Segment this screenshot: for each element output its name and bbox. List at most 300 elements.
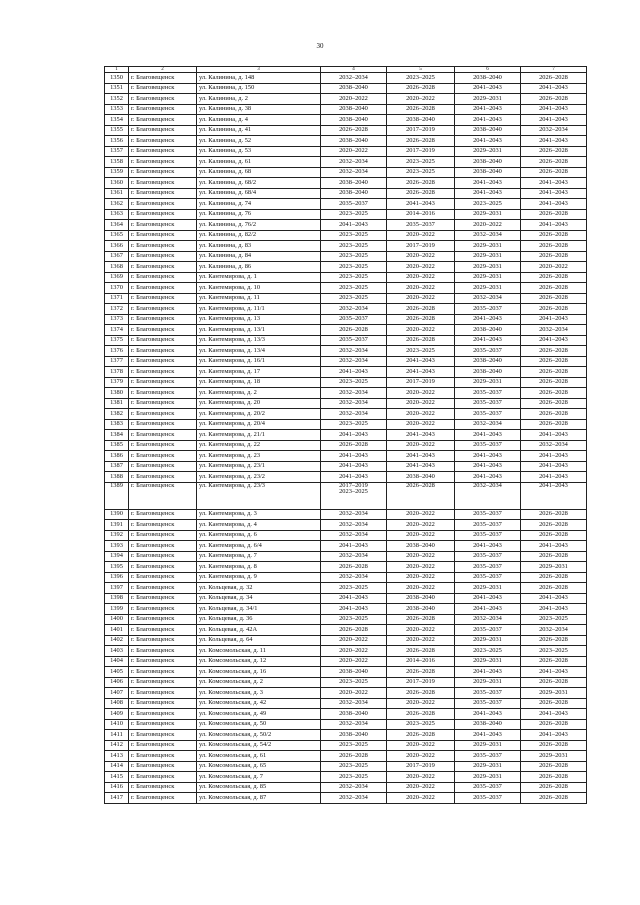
period-cell: 2026–2028 <box>521 293 587 304</box>
period-cell: 2035–2037 <box>387 220 455 231</box>
period-cell: 2020–2022 <box>321 656 387 667</box>
row-number: 1412 <box>105 740 129 751</box>
period-cell: 2032–2034 <box>455 293 521 304</box>
table-body <box>105 73 587 804</box>
period-cell: 2026–2028 <box>521 241 587 252</box>
table-row <box>105 430 587 441</box>
period-cell: 2038–2040 <box>455 719 521 730</box>
period-cell: 2029–2031 <box>455 761 521 772</box>
period-cell: 2020–2022 <box>387 272 455 283</box>
row-number: 1378 <box>105 367 129 378</box>
period-cell: 2038–2040 <box>387 472 455 483</box>
address-cell: ул. Кантемирова, д. 6/4 <box>197 541 321 552</box>
table-row <box>105 520 587 531</box>
period-cell: 2026–2028 <box>387 709 455 720</box>
period-cell: 2038–2040 <box>321 83 387 94</box>
period-cell: 2035–2037 <box>455 440 521 451</box>
row-number: 1388 <box>105 472 129 483</box>
period-cell: 2035–2037 <box>455 572 521 583</box>
city-cell: г. Благовещенск <box>129 541 197 552</box>
period-cell: 2032–2034 <box>321 551 387 562</box>
period-cell: 2020–2022 <box>387 751 455 762</box>
period-cell: 2029–2031 <box>455 262 521 273</box>
table-row <box>105 761 587 772</box>
row-number: 1410 <box>105 719 129 730</box>
table-row <box>105 751 587 762</box>
table-row <box>105 94 587 105</box>
period-cell: 2029–2031 <box>455 272 521 283</box>
period-cell: 2038–2040 <box>387 541 455 552</box>
period-cell: 2041–2043 <box>521 472 587 483</box>
address-cell: ул. Калинина, д. 38 <box>197 104 321 115</box>
row-number: 1395 <box>105 562 129 573</box>
period-cell: 2026–2028 <box>521 388 587 399</box>
address-cell: ул. Кантемирова, д. 13/3 <box>197 335 321 346</box>
city-cell: г. Благовещенск <box>129 199 197 210</box>
table-row <box>105 304 587 315</box>
period-cell: 2023–2025 <box>321 251 387 262</box>
row-number: 1392 <box>105 530 129 541</box>
period-cell: 2029–2031 <box>521 751 587 762</box>
period-cell: 2026–2028 <box>521 377 587 388</box>
city-cell: г. Благовещенск <box>129 157 197 168</box>
period-cell: 2038–2040 <box>387 604 455 615</box>
period-cell: 2020–2022 <box>387 94 455 105</box>
table-row <box>105 740 587 751</box>
period-cell: 2035–2037 <box>455 398 521 409</box>
row-number: 1371 <box>105 293 129 304</box>
city-cell: г. Благовещенск <box>129 520 197 531</box>
period-cell: 2032–2034 <box>321 73 387 84</box>
period-cell: 2041–2043 <box>521 104 587 115</box>
city-cell: г. Благовещенск <box>129 530 197 541</box>
address-cell: ул. Кантемирова, д. 23 <box>197 451 321 462</box>
table-row <box>105 283 587 294</box>
period-cell: 2035–2037 <box>455 625 521 636</box>
period-cell: 2020–2022 <box>387 325 455 336</box>
row-number: 1406 <box>105 677 129 688</box>
table-row <box>105 146 587 157</box>
period-cell: 2029–2031 <box>521 688 587 699</box>
period-cell: 2020–2022 <box>387 251 455 262</box>
period-cell: 2041–2043 <box>387 451 455 462</box>
table-row <box>105 178 587 189</box>
period-cell: 2041–2043 <box>387 461 455 472</box>
period-cell: 2041–2043 <box>455 178 521 189</box>
period-cell: 2032–2034 <box>321 719 387 730</box>
city-cell: г. Благовещенск <box>129 604 197 615</box>
city-cell: г. Благовещенск <box>129 220 197 231</box>
address-cell: ул. Комсомольская, д. 85 <box>197 782 321 793</box>
table-row <box>105 199 587 210</box>
city-cell: г. Благовещенск <box>129 730 197 741</box>
row-number: 1405 <box>105 667 129 678</box>
period-cell: 2038–2040 <box>455 73 521 84</box>
period-cell: 2023–2025 <box>321 419 387 430</box>
city-cell: г. Благовещенск <box>129 388 197 399</box>
period-cell: 2020–2022 <box>387 740 455 751</box>
period-cell: 2041–2043 <box>455 115 521 126</box>
table-row <box>105 325 587 336</box>
period-cell: 2029–2031 <box>455 209 521 220</box>
period-cell: 2032–2034 <box>521 625 587 636</box>
row-number: 1409 <box>105 709 129 720</box>
period-cell: 2038–2040 <box>387 593 455 604</box>
table-row <box>105 604 587 615</box>
period-cell: 2023–2025 <box>387 167 455 178</box>
period-cell: 2032–2034 <box>321 409 387 420</box>
period-cell: 2041–2043 <box>521 178 587 189</box>
table-row <box>105 398 587 409</box>
period-cell: 2041–2043 <box>321 430 387 441</box>
period-cell: 2020–2022 <box>321 646 387 657</box>
period-cell: 2041–2043 <box>455 104 521 115</box>
table-row <box>105 709 587 720</box>
period-cell: 2023–2025 <box>321 377 387 388</box>
period-cell <box>321 482 387 509</box>
row-number: 1400 <box>105 614 129 625</box>
table-row <box>105 772 587 783</box>
period-cell: 2020–2022 <box>387 440 455 451</box>
address-cell: ул. Комсомольская, д. 50 <box>197 719 321 730</box>
address-cell: ул. Кантемирова, д. 23/2 <box>197 472 321 483</box>
period-cell: 2041–2043 <box>455 136 521 147</box>
period-cell: 2023–2025 <box>387 157 455 168</box>
period-cell: 2026–2028 <box>521 73 587 84</box>
city-cell: г. Благовещенск <box>129 325 197 336</box>
period-cell: 2041–2043 <box>521 115 587 126</box>
row-number: 1355 <box>105 125 129 136</box>
table-row <box>105 730 587 741</box>
row-number: 1370 <box>105 283 129 294</box>
city-cell: г. Благовещенск <box>129 125 197 136</box>
address-cell: ул. Кантемирова, д. 1 <box>197 272 321 283</box>
period-cell: 2032–2034 <box>321 304 387 315</box>
period-cell: 2041–2043 <box>321 461 387 472</box>
table-row <box>105 73 587 84</box>
address-cell: ул. Калинина, д. 41 <box>197 125 321 136</box>
period-cell: 2023–2025 <box>321 209 387 220</box>
period-cell: 2023–2025 <box>321 230 387 241</box>
row-number: 1386 <box>105 451 129 462</box>
city-cell: г. Благовещенск <box>129 209 197 220</box>
row-number: 1350 <box>105 73 129 84</box>
period-cell: 2026–2028 <box>521 409 587 420</box>
city-cell: г. Благовещенск <box>129 761 197 772</box>
period-cell: 2038–2040 <box>321 178 387 189</box>
period-cell: 2014–2016 <box>387 209 455 220</box>
city-cell: г. Благовещенск <box>129 482 197 509</box>
period-cell: 2029–2031 <box>521 562 587 573</box>
city-cell: г. Благовещенск <box>129 94 197 105</box>
table-row <box>105 461 587 472</box>
period-cell: 2038–2040 <box>455 167 521 178</box>
table-row <box>105 209 587 220</box>
period-cell: 2041–2043 <box>455 451 521 462</box>
table-row <box>105 451 587 462</box>
period-cell: 2035–2037 <box>455 793 521 804</box>
address-cell: ул. Калинина, д. 4 <box>197 115 321 126</box>
period-cell: 2032–2034 <box>321 530 387 541</box>
city-cell: г. Благовещенск <box>129 719 197 730</box>
row-number: 1364 <box>105 220 129 231</box>
period-cell: 2041–2043 <box>455 461 521 472</box>
period-cell: 2041–2043 <box>387 430 455 441</box>
period-cell: 2026–2028 <box>387 667 455 678</box>
address-cell: ул. Калинина, д. 74 <box>197 199 321 210</box>
table-row <box>105 314 587 325</box>
address-cell: ул. Калинина, д. 76/2 <box>197 220 321 231</box>
period-cell: 2041–2043 <box>387 367 455 378</box>
address-cell: ул. Кантемирова, д. 7 <box>197 551 321 562</box>
table-row <box>105 293 587 304</box>
period-cell: 2023–2025 <box>321 283 387 294</box>
period-cell: 2026–2028 <box>321 440 387 451</box>
row-number: 1397 <box>105 583 129 594</box>
period-cell: 2023–2025 <box>321 761 387 772</box>
period-cell: 2026–2028 <box>521 146 587 157</box>
city-cell: г. Благовещенск <box>129 178 197 189</box>
period-cell: 2041–2043 <box>521 314 587 325</box>
table-row <box>105 541 587 552</box>
city-cell: г. Благовещенск <box>129 656 197 667</box>
period-cell: 2041–2043 <box>455 188 521 199</box>
address-cell: ул. Калинина, д. 53 <box>197 146 321 157</box>
period-cell: 2017–2019 <box>387 125 455 136</box>
period-cell: 2026–2028 <box>387 136 455 147</box>
period-cell: 2020–2022 <box>387 530 455 541</box>
table-row <box>105 220 587 231</box>
period-cell: 2035–2037 <box>321 314 387 325</box>
period-cell: 2032–2034 <box>321 398 387 409</box>
city-cell: г. Благовещенск <box>129 667 197 678</box>
city-cell: г. Благовещенск <box>129 241 197 252</box>
period-cell: 2029–2031 <box>455 251 521 262</box>
row-number: 1375 <box>105 335 129 346</box>
period-cell: 2026–2028 <box>321 325 387 336</box>
address-cell: ул. Кантемирова, д. 10 <box>197 283 321 294</box>
period-cell: 2020–2022 <box>387 262 455 273</box>
row-number: 1366 <box>105 241 129 252</box>
period-cell: 2041–2043 <box>521 541 587 552</box>
city-cell: г. Благовещенск <box>129 461 197 472</box>
period-cell: 2032–2034 <box>455 482 521 509</box>
address-cell: ул. Кантемирова, д. 21/1 <box>197 430 321 441</box>
city-cell: г. Благовещенск <box>129 472 197 483</box>
period-cell: 2029–2031 <box>455 583 521 594</box>
row-number: 1373 <box>105 314 129 325</box>
column-header: 2 <box>129 67 197 73</box>
period-cell: 2032–2034 <box>321 698 387 709</box>
period-cell: 2023–2025 <box>321 614 387 625</box>
address-cell: ул. Кантемирова, д. 11/1 <box>197 304 321 315</box>
period-cell: 2041–2043 <box>455 667 521 678</box>
row-number: 1385 <box>105 440 129 451</box>
period-cell: 2023–2025 <box>521 646 587 657</box>
table-row <box>105 625 587 636</box>
period-cell: 2014–2016 <box>387 656 455 667</box>
period-cell: 2038–2040 <box>321 709 387 720</box>
period-cell: 2017–2019 <box>387 241 455 252</box>
period-cell: 2026–2028 <box>521 283 587 294</box>
period-cell: 2035–2037 <box>455 530 521 541</box>
period-cell: 2038–2040 <box>455 157 521 168</box>
city-cell: г. Благовещенск <box>129 635 197 646</box>
city-cell: г. Благовещенск <box>129 782 197 793</box>
period-cell: 2017–2019 <box>387 677 455 688</box>
period-cell: 2026–2028 <box>521 167 587 178</box>
period-cell: 2020–2022 <box>387 509 455 520</box>
period-cell: 2038–2040 <box>321 115 387 126</box>
city-cell: г. Благовещенск <box>129 440 197 451</box>
table-row <box>105 115 587 126</box>
period-cell: 2032–2034 <box>321 356 387 367</box>
period-cell: 2038–2040 <box>387 115 455 126</box>
period-cell: 2026–2028 <box>521 719 587 730</box>
period-cell: 2041–2043 <box>321 451 387 462</box>
row-number: 1417 <box>105 793 129 804</box>
period-cell: 2023–2025 <box>321 293 387 304</box>
period-cell: 2026–2028 <box>521 346 587 357</box>
period-cell: 2041–2043 <box>455 730 521 741</box>
period-cell: 2017–2019 <box>387 146 455 157</box>
table-row <box>105 83 587 94</box>
city-cell: г. Благовещенск <box>129 698 197 709</box>
period-cell: 2029–2031 <box>455 94 521 105</box>
table-row <box>105 440 587 451</box>
address-cell: ул. Комсомольская, д. 61 <box>197 751 321 762</box>
period-cell: 2041–2043 <box>455 314 521 325</box>
period-cell: 2035–2037 <box>455 751 521 762</box>
period-cell: 2032–2034 <box>321 572 387 583</box>
address-cell: ул. Кантемирова, д. 23/1 <box>197 461 321 472</box>
table-row <box>105 593 587 604</box>
period-cell: 2026–2028 <box>521 772 587 783</box>
period-cell: 2023–2025 <box>455 199 521 210</box>
address-cell: ул. Кантемирова, д. 20/2 <box>197 409 321 420</box>
period-cell: 2020–2022 <box>521 262 587 273</box>
period-cell: 2026–2028 <box>521 656 587 667</box>
city-cell: г. Благовещенск <box>129 146 197 157</box>
period-cell: 2023–2025 <box>455 646 521 657</box>
period-cell: 2041–2043 <box>521 461 587 472</box>
period-cell: 2041–2043 <box>521 451 587 462</box>
table-row <box>105 367 587 378</box>
address-cell: ул. Калинина, д. 86 <box>197 262 321 273</box>
address-cell: ул. Калинина, д. 2 <box>197 94 321 105</box>
period-cell: 2041–2043 <box>387 199 455 210</box>
period-cell: 2020–2022 <box>387 793 455 804</box>
period-cell: 2041–2043 <box>455 541 521 552</box>
row-number: 1383 <box>105 419 129 430</box>
address-cell: ул. Калинина, д. 61 <box>197 157 321 168</box>
row-number: 1365 <box>105 230 129 241</box>
period-cell: 2023–2025 <box>321 677 387 688</box>
row-number: 1374 <box>105 325 129 336</box>
period-cell: 2032–2034 <box>321 509 387 520</box>
period-line: 2023–2025 <box>339 488 368 496</box>
period-cell: 2020–2022 <box>387 562 455 573</box>
row-number: 1351 <box>105 83 129 94</box>
table-row <box>105 667 587 678</box>
address-cell: ул. Кольцевая, д. 64 <box>197 635 321 646</box>
city-cell: г. Благовещенск <box>129 346 197 357</box>
period-cell: 2035–2037 <box>455 551 521 562</box>
address-cell: ул. Кантемирова, д. 8 <box>197 562 321 573</box>
period-cell: 2041–2043 <box>521 593 587 604</box>
period-cell: 2041–2043 <box>455 593 521 604</box>
row-number: 1361 <box>105 188 129 199</box>
address-cell: ул. Кольцевая, д. 36 <box>197 614 321 625</box>
table-row <box>105 388 587 399</box>
table-row <box>105 272 587 283</box>
row-number: 1380 <box>105 388 129 399</box>
period-cell: 2023–2025 <box>321 262 387 273</box>
city-cell: г. Благовещенск <box>129 272 197 283</box>
period-cell: 2029–2031 <box>455 146 521 157</box>
city-cell: г. Благовещенск <box>129 356 197 367</box>
address-cell: ул. Кантемирова, д. 13/4 <box>197 346 321 357</box>
city-cell: г. Благовещенск <box>129 562 197 573</box>
period-cell: 2026–2028 <box>521 782 587 793</box>
city-cell: г. Благовещенск <box>129 572 197 583</box>
table-row <box>105 530 587 541</box>
period-cell: 2029–2031 <box>455 635 521 646</box>
period-cell: 2026–2028 <box>321 562 387 573</box>
period-cell: 2041–2043 <box>521 709 587 720</box>
period-cell: 2032–2034 <box>321 388 387 399</box>
address-cell: ул. Кантемирова, д. 17 <box>197 367 321 378</box>
table-row <box>105 104 587 115</box>
period-cell: 2020–2022 <box>455 220 521 231</box>
city-cell: г. Благовещенск <box>129 167 197 178</box>
address-cell: ул. Кантемирова, д. 22 <box>197 440 321 451</box>
column-header: 6 <box>455 67 521 73</box>
row-number: 1390 <box>105 509 129 520</box>
period-cell: 2041–2043 <box>521 482 587 509</box>
table-row <box>105 698 587 709</box>
period-cell: 2026–2028 <box>387 188 455 199</box>
address-cell: ул. Комсомольская, д. 11 <box>197 646 321 657</box>
row-number: 1396 <box>105 572 129 583</box>
period-cell: 2026–2028 <box>521 530 587 541</box>
period-cell: 2026–2028 <box>521 419 587 430</box>
period-cell: 2032–2034 <box>455 419 521 430</box>
period-cell: 2020–2022 <box>387 409 455 420</box>
period-cell: 2032–2034 <box>321 520 387 531</box>
period-cell: 2026–2028 <box>521 677 587 688</box>
period-cell: 2026–2028 <box>521 572 587 583</box>
period-cell: 2029–2031 <box>455 772 521 783</box>
address-cell: ул. Кантемирова, д. 20 <box>197 398 321 409</box>
address-cell: ул. Калинина, д. 68/2 <box>197 178 321 189</box>
table-row <box>105 409 587 420</box>
city-cell: г. Благовещенск <box>129 409 197 420</box>
period-cell: 2026–2028 <box>387 304 455 315</box>
city-cell: г. Благовещенск <box>129 625 197 636</box>
row-number: 1404 <box>105 656 129 667</box>
address-cell: ул. Калинина, д. 68 <box>197 167 321 178</box>
city-cell: г. Благовещенск <box>129 451 197 462</box>
table-row <box>105 136 587 147</box>
city-cell: г. Благовещенск <box>129 509 197 520</box>
row-number: 1411 <box>105 730 129 741</box>
period-cell: 2020–2022 <box>387 398 455 409</box>
period-cell: 2041–2043 <box>521 604 587 615</box>
period-cell: 2023–2025 <box>321 772 387 783</box>
period-cell: 2041–2043 <box>321 541 387 552</box>
period-cell: 2026–2028 <box>387 314 455 325</box>
